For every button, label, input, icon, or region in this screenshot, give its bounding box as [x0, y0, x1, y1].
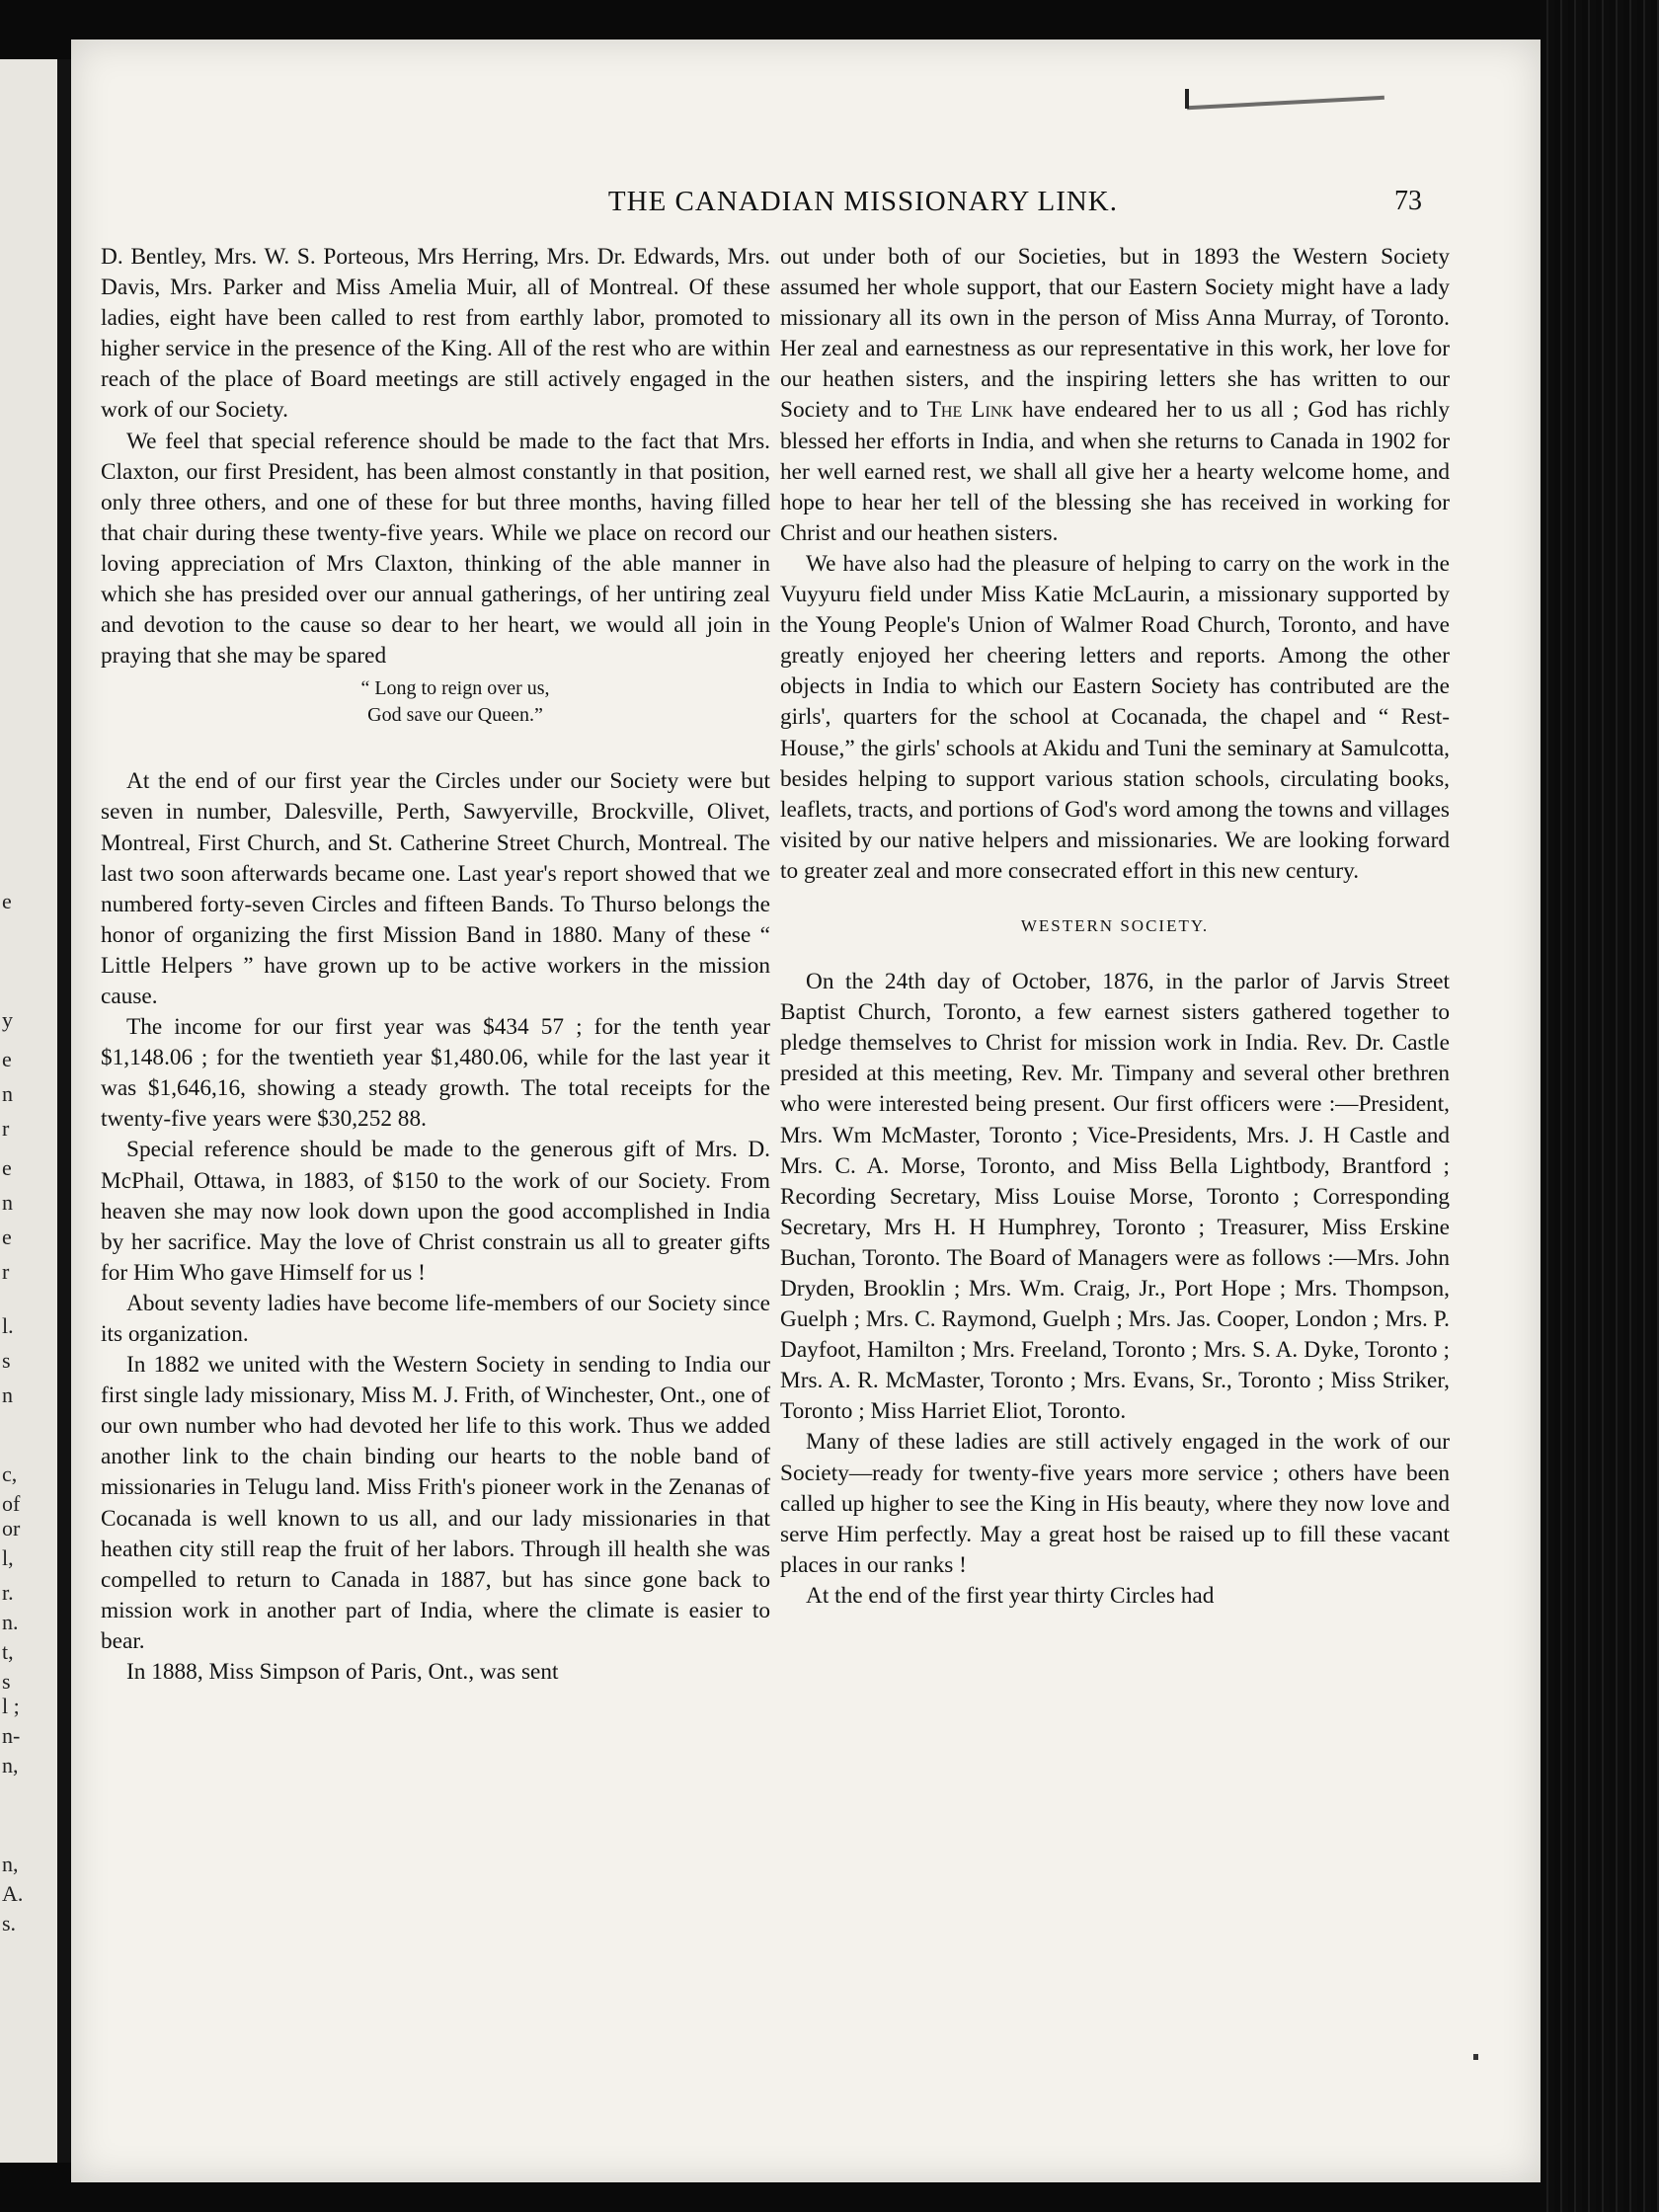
right-column [780, 242, 1450, 1612]
document-page [71, 40, 1540, 2182]
paragraph: About seventy ladies have become life-members of our Society since its organization. [101, 1290, 770, 1347]
adjacent-page-fragment: e [2, 889, 12, 913]
quote-line: God save our Queen.” [367, 704, 543, 727]
adjacent-page-fragment: l. [2, 1313, 14, 1338]
ink-speck [1473, 2054, 1478, 2060]
adjacent-page-fragment: A. [2, 1881, 24, 1906]
adjacent-page-fragment: s [2, 1348, 11, 1373]
paragraph: At the end of the first year thirty Circles had [806, 1582, 1215, 1609]
adjacent-page-fragment: e [2, 1224, 12, 1249]
adjacent-page-fragment: n [2, 1382, 13, 1407]
adjacent-page-fragment: s [2, 1669, 11, 1694]
paragraph [780, 242, 1450, 549]
adjacent-page-fragment: or [2, 1516, 21, 1540]
paragraph: D. Bentley, Mrs. W. S. Porteous, Mrs Herring, Mrs. Dr. Edwards, Mrs. Davis, Mrs. Parker and Miss Amelia Muir, all of Montreal. Of these ladies, eight have been called to rest from earthly labor, promoted to higher service in the presence of the King. All of the rest who are within reach of the place of Board meetings are still actively engaged in the work of our Society. [101, 244, 770, 424]
left-column [101, 242, 770, 1688]
paragraph: In 1888, Miss Simpson of Paris, Ont., was sent [126, 1659, 559, 1686]
paragraph: Many of these ladies are still actively engaged in the work of our Society—ready for twenty-five years more service ; others have been called up higher to see the King in His beauty, where they now love and serve Him perfectly. May a great host be raised up to fill these vacant places in our ranks ! [780, 1429, 1450, 1578]
adjacent-page-fragment: n, [2, 1753, 19, 1778]
adjacent-page-fragment: e [2, 1155, 12, 1180]
page-number: 73 [1394, 186, 1422, 216]
adjacent-page-fragment: of [2, 1491, 21, 1516]
paragraph: On the 24th day of October, 1876, in the parlor of Jarvis Street Baptist Church, Toronto, a few earnest sisters gathered together to pledge themselves to Christ for mission work in India. Rev. Dr. Castle presided at this meeting, Rev. Mr. Timpany and several other brethren who were interested being present. Our first officers were :—President, Mrs. Wm McMaster, Toronto ; Vice-Presidents, Mrs. J. H Castle and Mrs. C. A. Morse, Toronto, and Miss Bella Lightbody, Brantford ; Recording Secretary, Miss Louise Morse, Toronto ; Corresponding Secretary, Mrs H. H Humphrey, Toronto ; Treasurer, Miss Erskine Buchan, Toronto. The Board of Managers were as follows :—Mrs. John Dryden, Brooklin ; Mrs. Wm. Craig, Jr., Port Hope ; Mrs. Thompson, Guelph ; Mrs. C. Raymond, Guelph ; Mrs. Jas. Cooper, London ; Mrs. P. Dayfoot, Hamilton ; Mrs. Freeland, Toronto ; Mrs. S. A. Dyke, Toronto ; Mrs. A. R. McMaster, Toronto ; Mrs. Evans, Sr., Toronto ; Miss Striker, Toronto ; Miss Harriet Eliot, Toronto. [780, 969, 1450, 1425]
adjacent-page-fragment: c, [2, 1462, 18, 1486]
book-edge [1540, 0, 1659, 2212]
paragraph: Special reference should be made to the generous gift of Mrs. D. McPhail, Ottawa, in 1883, of $150 to the work of our Society. From heaven she may now look down upon the good accomplished in India by her sacrifice. May the love of Christ constrain us all to greater gifts for Him Who gave Himself for us ! [101, 1137, 770, 1286]
paragraph: At the end of our first year the Circles under our Society were but seven in number, Dalesville, Perth, Sawyerville, Brockville, Olivet, Montreal, First Church, and St. Catherine Street Church, Montreal. The last two soon afterwards became one. Last year's report showed that we numbered forty-seven Circles and fifteen Bands. To Thurso belongs the honor of organizing the first Mission Band in 1880. Many of these “ Little Helpers ” have grown up to be active workers in the mission cause. [101, 768, 770, 1009]
adjacent-page-fragment: s. [2, 1911, 17, 1936]
section-heading: WESTERN SOCIETY. [1020, 915, 1210, 935]
paragraph: We have also had the pleasure of helping to carry on the work in the Vuyyuru field under Miss Katie McLaurin, a missionary supported by the Young People's Union of Walmer Road Church, Toronto, and have greatly enjoyed her cheering letters and reports. Among the other objects in India to which our Eastern Society has contributed are the girls', quarters for the school at Cocanada, the chapel and “ Rest-House,” the girls' schools at Akidu and Tuni the seminary at Samulcotta, besides helping to support various station schools, circulating books, leaflets, tracts, and portions of God's word among the towns and villages visited by our native helpers and missionaries. We are looking forward to greater zeal and more consecrated effort in this new century. [780, 550, 1450, 884]
page-header [71, 186, 1540, 225]
adjacent-page-fragment: r. [2, 1580, 14, 1605]
adjacent-page-fragment: r [2, 1259, 10, 1284]
adjacent-page-fragment: n, [2, 1852, 19, 1876]
quotation [140, 675, 770, 729]
paragraph: In 1882 we united with the Western Society in sending to India our first single lady missionary, Miss M. J. Frith, of Winchester, Ont., one of our own number who had devoted her life to this work. Thus we added another link to the chain binding our hearts to the noble band of missionaries in Telugu land. Miss Frith's pioneer work in the Zenanas of Cocanada is well known to us all, and our lady missionaries in that heathen city still reap the fruit of her labors. Through ill health she was compelled to return to Canada in 1887, but has since gone back to mission work in another part of India, where the climate is easier to bear. [101, 1352, 770, 1654]
adjacent-page-fragment: e [2, 1047, 12, 1071]
adjacent-page-fragment: r [2, 1116, 10, 1141]
paragraph: The income for our first year was $434 57 ; for the tenth year $1,148.06 ; for the twentieth year $1,480.06, while for the last year it was $1,646,16, showing a steady growth. The total receipts for the twenty-five years were $30,252 88. [101, 1014, 770, 1133]
quote-line: “ Long to reign over us, [360, 677, 550, 700]
adjacent-page-fragment: l ; [2, 1694, 20, 1718]
adjacent-page-fragment: n [2, 1190, 13, 1215]
adjacent-page-fragment: n- [2, 1723, 21, 1748]
journal-title: THE CANADIAN MISSIONARY LINK. [607, 186, 1118, 217]
paragraph-text: have endeared her to us all ; God has richly blessed her efforts in India, and when she returns to Canada in 1902 for her well earned rest, we shall all give her a hearty welcome home, and hope to hear her tell of the blessing she has received in working for Christ and our heathen sisters. [780, 397, 1450, 546]
paragraph: We feel that special reference should be made to the fact that Mrs. Claxton, our first President, has been almost constantly in that position, only three others, and one of these for but three months, having filled that chair during these twenty-five years. While we place on record our loving appreciation of Mrs Claxton, thinking of the able manner in which she has presided over our annual gatherings, of her untiring zeal and devotion to the cause so dear to her heart, we would all join in praying that she may be spared [101, 428, 770, 670]
adjacent-page-fragment: n [2, 1081, 13, 1106]
journal-name: The Link [926, 397, 1013, 424]
paragraph-text: out under both of our Societies, but in 1893 the Western Society assumed her whole support, that our Eastern Society might have a lady missionary all its own in the person of Miss Anna Murray, of Toronto. Her zeal and earnestness as our representative in this work, her love for our heathen sisters, and the inspiring letters she has written to our Society and to [780, 244, 1450, 424]
pen-mark [1187, 96, 1384, 110]
adjacent-page-fragment: n. [2, 1610, 19, 1634]
adjacent-page-fragment: t, [2, 1639, 14, 1664]
adjacent-page-fragment: y [2, 1007, 13, 1032]
adjacent-page-fragment: l, [2, 1545, 14, 1570]
pen-mark-tick [1185, 89, 1189, 109]
adjacent-page-edge [0, 59, 71, 2163]
